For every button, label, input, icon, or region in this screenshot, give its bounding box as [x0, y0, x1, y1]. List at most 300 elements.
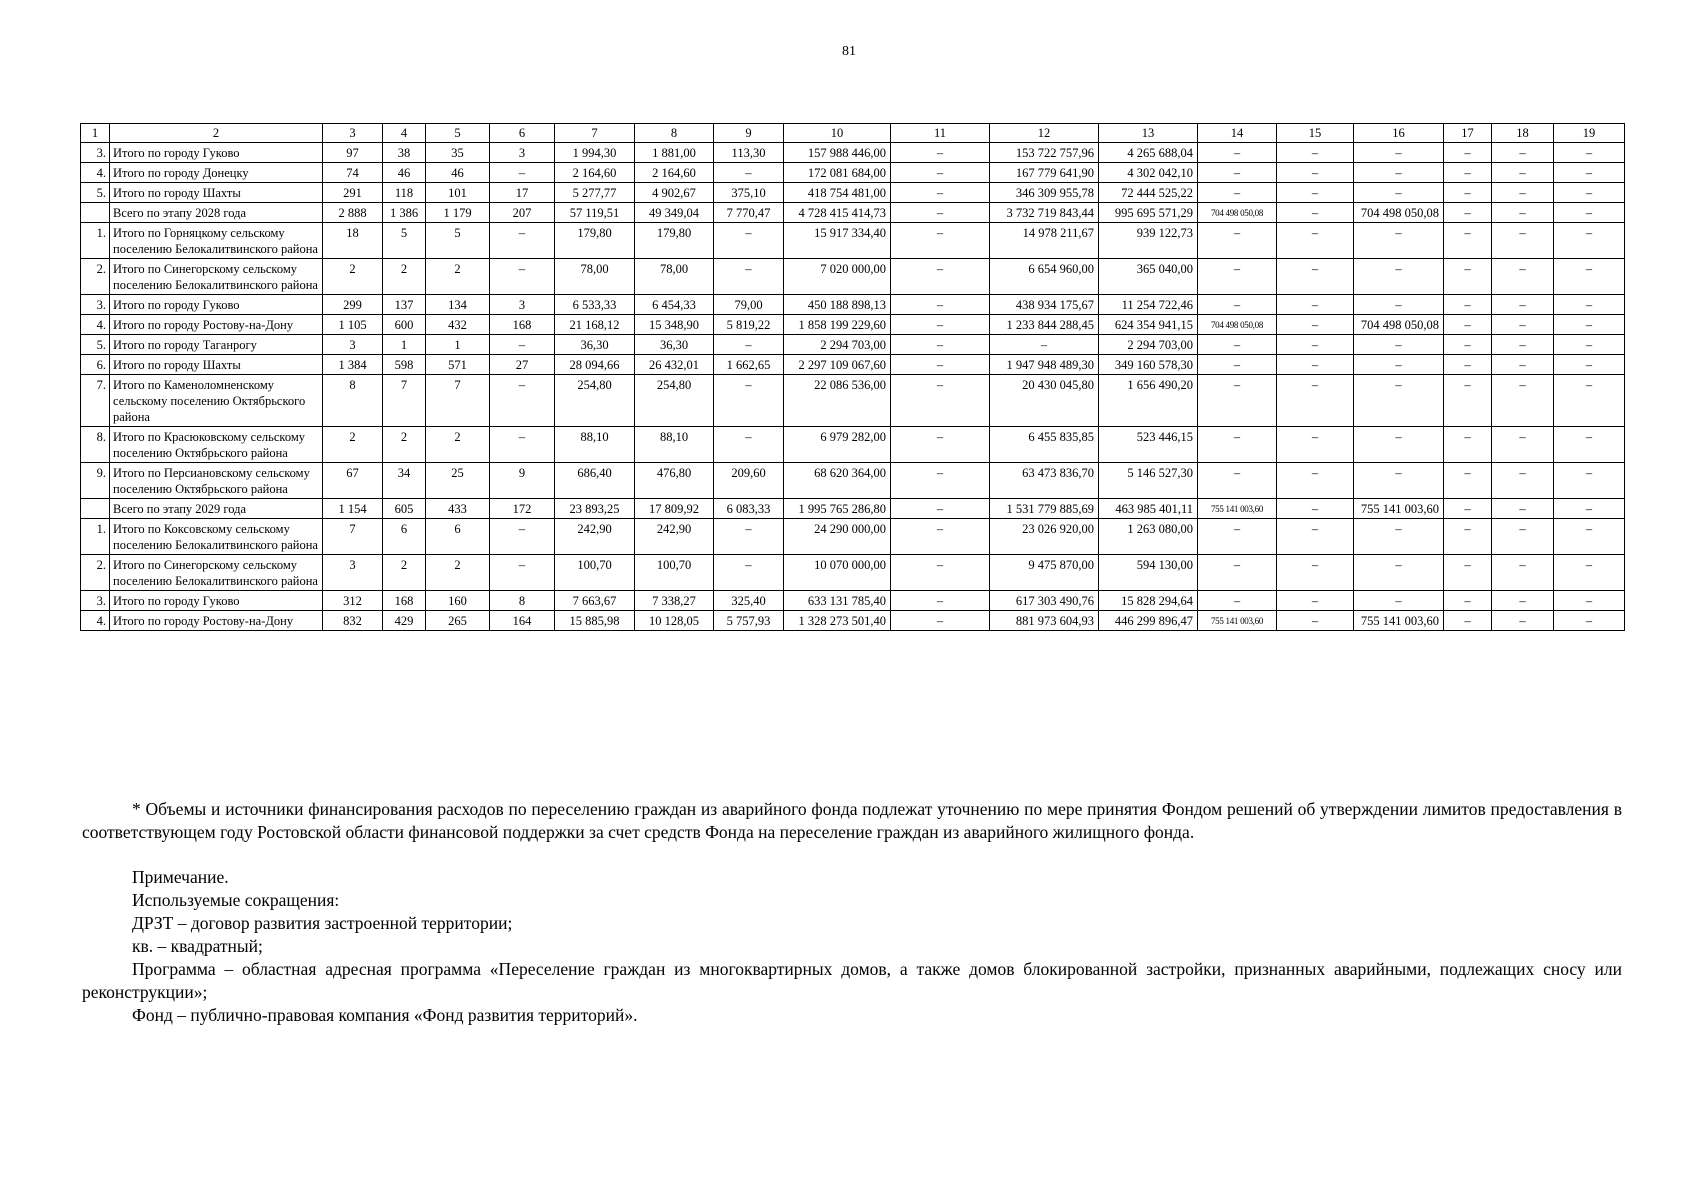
cell-c9: 5 757,93: [714, 611, 784, 631]
cell-c7: 100,70: [555, 555, 635, 591]
cell-c16: –: [1354, 259, 1444, 295]
row-name: Итого по Горняцкому сельскому поселению Белокалитвинского района: [110, 223, 323, 259]
row-number: 1.: [81, 223, 110, 259]
cell-c6: 27: [490, 355, 555, 375]
row-number: 2.: [81, 259, 110, 295]
cell-c7: 254,80: [555, 375, 635, 427]
data-table: [80, 123, 1625, 631]
cell-c3: 2 888: [323, 203, 383, 223]
cell-c14: –: [1198, 463, 1277, 499]
row-name: Всего по этапу 2029 года: [110, 499, 323, 519]
cell-c14: –: [1198, 183, 1277, 203]
cell-c4: 1 386: [383, 203, 426, 223]
cell-c9: –: [714, 427, 784, 463]
cell-c3: 97: [323, 143, 383, 163]
cell-c17: –: [1444, 499, 1492, 519]
cell-c3: 832: [323, 611, 383, 631]
cell-c7: 7 663,67: [555, 591, 635, 611]
cell-c14: –: [1198, 427, 1277, 463]
cell-c5: 1 179: [426, 203, 490, 223]
cell-c16: –: [1354, 463, 1444, 499]
cell-c12: 3 732 719 843,44: [990, 203, 1099, 223]
cell-c8: 179,80: [635, 223, 714, 259]
cell-c5: 1: [426, 335, 490, 355]
cell-c6: 207: [490, 203, 555, 223]
cell-c11: –: [891, 203, 990, 223]
cell-c9: 79,00: [714, 295, 784, 315]
column-header: 4: [383, 124, 426, 143]
cell-c3: 1 154: [323, 499, 383, 519]
cell-c12: 1 233 844 288,45: [990, 315, 1099, 335]
cell-c13: 72 444 525,22: [1099, 183, 1198, 203]
cell-c18: –: [1492, 315, 1554, 335]
row-name: Итого по Синегорскому сельскому поселению Белокалитвинского района: [110, 555, 323, 591]
note-item: кв. – квадратный;: [132, 936, 263, 956]
cell-c16: –: [1354, 163, 1444, 183]
cell-c7: 15 885,98: [555, 611, 635, 631]
cell-c7: 23 893,25: [555, 499, 635, 519]
table-row: [81, 223, 1625, 259]
cell-c7: 21 168,12: [555, 315, 635, 335]
cell-c4: 605: [383, 499, 426, 519]
cell-c10: 68 620 364,00: [784, 463, 891, 499]
note-item: Программа – областная адресная программа «Переселение граждан из многоквартирных домов, а также домов блокированной застройки, признанных аварийными, подлежащих сносу или реконструкции»;: [82, 959, 1622, 1002]
cell-c17: –: [1444, 463, 1492, 499]
cell-c11: –: [891, 519, 990, 555]
table-row: [81, 375, 1625, 427]
table-row: [81, 499, 1625, 519]
row-name: Итого по городу Таганрогу: [110, 335, 323, 355]
cell-c3: 67: [323, 463, 383, 499]
table-row: [81, 203, 1625, 223]
row-number: 4.: [81, 315, 110, 335]
cell-c16: –: [1354, 375, 1444, 427]
cell-c10: 1 328 273 501,40: [784, 611, 891, 631]
cell-c12: 1 531 779 885,69: [990, 499, 1099, 519]
cell-c5: 2: [426, 555, 490, 591]
cell-c9: 7 770,47: [714, 203, 784, 223]
cell-c4: 598: [383, 355, 426, 375]
notes-section: [82, 866, 1622, 1027]
cell-c13: 995 695 571,29: [1099, 203, 1198, 223]
cell-c7: 242,90: [555, 519, 635, 555]
cell-c10: 24 290 000,00: [784, 519, 891, 555]
cell-c5: 35: [426, 143, 490, 163]
row-name: Итого по городу Ростову-на-Дону: [110, 611, 323, 631]
cell-c14: –: [1198, 295, 1277, 315]
cell-c17: –: [1444, 591, 1492, 611]
cell-c3: 18: [323, 223, 383, 259]
cell-c6: 168: [490, 315, 555, 335]
cell-c19: –: [1554, 223, 1625, 259]
cell-c14: 755 141 003,60: [1198, 611, 1277, 631]
cell-c5: 25: [426, 463, 490, 499]
cell-c18: –: [1492, 183, 1554, 203]
cell-c12: 617 303 490,76: [990, 591, 1099, 611]
row-number: 3.: [81, 591, 110, 611]
column-header: 5: [426, 124, 490, 143]
cell-c4: 600: [383, 315, 426, 335]
cell-c17: –: [1444, 315, 1492, 335]
cell-c5: 101: [426, 183, 490, 203]
cell-c5: 2: [426, 259, 490, 295]
cell-c6: 164: [490, 611, 555, 631]
cell-c11: –: [891, 555, 990, 591]
cell-c17: –: [1444, 295, 1492, 315]
cell-c19: –: [1554, 259, 1625, 295]
row-name: Итого по городу Шахты: [110, 355, 323, 375]
cell-c8: 7 338,27: [635, 591, 714, 611]
cell-c15: –: [1277, 355, 1354, 375]
row-name: Итого по городу Гуково: [110, 591, 323, 611]
cell-c15: –: [1277, 295, 1354, 315]
cell-c15: –: [1277, 611, 1354, 631]
cell-c18: –: [1492, 223, 1554, 259]
cell-c11: –: [891, 355, 990, 375]
cell-c10: 6 979 282,00: [784, 427, 891, 463]
cell-c7: 1 994,30: [555, 143, 635, 163]
cell-c11: –: [891, 591, 990, 611]
cell-c8: 1 881,00: [635, 143, 714, 163]
cell-c13: 523 446,15: [1099, 427, 1198, 463]
program-table: [80, 123, 1624, 631]
cell-c18: –: [1492, 499, 1554, 519]
cell-c15: –: [1277, 591, 1354, 611]
table-row: [81, 463, 1625, 499]
cell-c8: 476,80: [635, 463, 714, 499]
cell-c16: –: [1354, 519, 1444, 555]
cell-c16: –: [1354, 183, 1444, 203]
row-number: 5.: [81, 183, 110, 203]
cell-c5: 2: [426, 427, 490, 463]
cell-c14: –: [1198, 143, 1277, 163]
cell-c13: 4 302 042,10: [1099, 163, 1198, 183]
note-item: Фонд – публично-правовая компания «Фонд развития территорий».: [132, 1005, 638, 1025]
cell-c12: 9 475 870,00: [990, 555, 1099, 591]
table-row: [81, 315, 1625, 335]
cell-c15: –: [1277, 335, 1354, 355]
row-number: 3.: [81, 295, 110, 315]
cell-c9: 209,60: [714, 463, 784, 499]
cell-c8: 100,70: [635, 555, 714, 591]
cell-c6: 8: [490, 591, 555, 611]
cell-c19: –: [1554, 611, 1625, 631]
cell-c8: 10 128,05: [635, 611, 714, 631]
row-name: Итого по городу Шахты: [110, 183, 323, 203]
cell-c11: –: [891, 427, 990, 463]
cell-c16: –: [1354, 143, 1444, 163]
cell-c15: –: [1277, 203, 1354, 223]
row-name: Итого по городу Гуково: [110, 143, 323, 163]
row-number: 1.: [81, 519, 110, 555]
cell-c17: –: [1444, 335, 1492, 355]
cell-c7: 2 164,60: [555, 163, 635, 183]
cell-c17: –: [1444, 223, 1492, 259]
cell-c11: –: [891, 259, 990, 295]
cell-c5: 46: [426, 163, 490, 183]
column-header: 12: [990, 124, 1099, 143]
cell-c4: 168: [383, 591, 426, 611]
cell-c18: –: [1492, 355, 1554, 375]
cell-c19: –: [1554, 591, 1625, 611]
cell-c11: –: [891, 375, 990, 427]
table-row: [81, 335, 1625, 355]
cell-c12: 167 779 641,90: [990, 163, 1099, 183]
cell-c15: –: [1277, 163, 1354, 183]
table-row: [81, 427, 1625, 463]
cell-c13: 463 985 401,11: [1099, 499, 1198, 519]
cell-c4: 1: [383, 335, 426, 355]
cell-c17: –: [1444, 259, 1492, 295]
cell-c4: 38: [383, 143, 426, 163]
cell-c4: 429: [383, 611, 426, 631]
cell-c16: 704 498 050,08: [1354, 203, 1444, 223]
cell-c19: –: [1554, 555, 1625, 591]
row-name: Итого по Коксовскому сельскому поселению Белокалитвинского района: [110, 519, 323, 555]
cell-c12: 153 722 757,96: [990, 143, 1099, 163]
cell-c12: 346 309 955,78: [990, 183, 1099, 203]
row-name: Итого по городу Ростову-на-Дону: [110, 315, 323, 335]
cell-c11: –: [891, 335, 990, 355]
table-row: [81, 611, 1625, 631]
cell-c10: 633 131 785,40: [784, 591, 891, 611]
cell-c8: 2 164,60: [635, 163, 714, 183]
cell-c11: –: [891, 295, 990, 315]
row-number: [81, 499, 110, 519]
cell-c13: 594 130,00: [1099, 555, 1198, 591]
footnote-text: * Объемы и источники финансирования расходов по переселению граждан из аварийного фонда подлежат уточнению по мере принятия Фондом решений об утверждении лимитов предоставления в соответствующем году Ростовской области финансовой поддержки за счет средств Фонда на переселение граждан из аварийного жилищного фонда.: [82, 799, 1622, 842]
cell-c4: 2: [383, 555, 426, 591]
cell-c4: 2: [383, 259, 426, 295]
table-row: [81, 163, 1625, 183]
cell-c11: –: [891, 463, 990, 499]
cell-c14: –: [1198, 163, 1277, 183]
cell-c7: 88,10: [555, 427, 635, 463]
cell-c14: 704 498 050,08: [1198, 203, 1277, 223]
cell-c5: 160: [426, 591, 490, 611]
cell-c8: 49 349,04: [635, 203, 714, 223]
cell-c15: –: [1277, 519, 1354, 555]
cell-c17: –: [1444, 203, 1492, 223]
cell-c11: –: [891, 499, 990, 519]
cell-c19: –: [1554, 315, 1625, 335]
cell-c6: –: [490, 259, 555, 295]
cell-c7: 686,40: [555, 463, 635, 499]
cell-c8: 254,80: [635, 375, 714, 427]
cell-c19: –: [1554, 163, 1625, 183]
cell-c18: –: [1492, 591, 1554, 611]
cell-c19: –: [1554, 183, 1625, 203]
cell-c18: –: [1492, 203, 1554, 223]
cell-c13: 2 294 703,00: [1099, 335, 1198, 355]
cell-c10: 15 917 334,40: [784, 223, 891, 259]
cell-c18: –: [1492, 463, 1554, 499]
cell-c6: 172: [490, 499, 555, 519]
cell-c8: 36,30: [635, 335, 714, 355]
cell-c6: –: [490, 163, 555, 183]
cell-c3: 74: [323, 163, 383, 183]
cell-c5: 134: [426, 295, 490, 315]
cell-c15: –: [1277, 259, 1354, 295]
cell-c10: 157 988 446,00: [784, 143, 891, 163]
row-number: 3.: [81, 143, 110, 163]
note-item: ДРЗТ – договор развития застроенной территории;: [132, 913, 513, 933]
cell-c7: 36,30: [555, 335, 635, 355]
cell-c16: –: [1354, 295, 1444, 315]
cell-c18: –: [1492, 375, 1554, 427]
cell-c14: 704 498 050,08: [1198, 315, 1277, 335]
cell-c17: –: [1444, 427, 1492, 463]
cell-c12: 881 973 604,93: [990, 611, 1099, 631]
cell-c10: 4 728 415 414,73: [784, 203, 891, 223]
column-header: 6: [490, 124, 555, 143]
cell-c15: –: [1277, 427, 1354, 463]
cell-c10: 1 858 199 229,60: [784, 315, 891, 335]
column-header: 14: [1198, 124, 1277, 143]
cell-c16: 704 498 050,08: [1354, 315, 1444, 335]
column-header: 17: [1444, 124, 1492, 143]
cell-c10: 2 294 703,00: [784, 335, 891, 355]
cell-c15: –: [1277, 375, 1354, 427]
cell-c3: 8: [323, 375, 383, 427]
cell-c7: 78,00: [555, 259, 635, 295]
cell-c12: 1 947 948 489,30: [990, 355, 1099, 375]
cell-c19: –: [1554, 335, 1625, 355]
cell-c16: 755 141 003,60: [1354, 611, 1444, 631]
cell-c9: 1 662,65: [714, 355, 784, 375]
cell-c6: 3: [490, 143, 555, 163]
column-header: 16: [1354, 124, 1444, 143]
cell-c9: –: [714, 223, 784, 259]
cell-c11: –: [891, 163, 990, 183]
cell-c13: 939 122,73: [1099, 223, 1198, 259]
cell-c19: –: [1554, 427, 1625, 463]
cell-c16: 755 141 003,60: [1354, 499, 1444, 519]
cell-c11: –: [891, 183, 990, 203]
cell-c19: –: [1554, 143, 1625, 163]
cell-c18: –: [1492, 259, 1554, 295]
cell-c6: –: [490, 519, 555, 555]
notes-subtitle: Используемые сокращения:: [132, 890, 340, 910]
cell-c13: 365 040,00: [1099, 259, 1198, 295]
cell-c18: –: [1492, 427, 1554, 463]
cell-c10: 1 995 765 286,80: [784, 499, 891, 519]
cell-c18: –: [1492, 519, 1554, 555]
cell-c7: 179,80: [555, 223, 635, 259]
cell-c8: 78,00: [635, 259, 714, 295]
cell-c3: 291: [323, 183, 383, 203]
cell-c16: –: [1354, 555, 1444, 591]
cell-c4: 118: [383, 183, 426, 203]
cell-c3: 312: [323, 591, 383, 611]
row-number: 9.: [81, 463, 110, 499]
cell-c15: –: [1277, 315, 1354, 335]
cell-c11: –: [891, 143, 990, 163]
cell-c16: –: [1354, 591, 1444, 611]
cell-c8: 15 348,90: [635, 315, 714, 335]
cell-c5: 571: [426, 355, 490, 375]
cell-c7: 6 533,33: [555, 295, 635, 315]
cell-c6: –: [490, 375, 555, 427]
cell-c16: –: [1354, 223, 1444, 259]
cell-c13: 5 146 527,30: [1099, 463, 1198, 499]
cell-c7: 57 119,51: [555, 203, 635, 223]
cell-c14: –: [1198, 355, 1277, 375]
row-name: Итого по городу Гуково: [110, 295, 323, 315]
table-header-row: [81, 124, 1625, 143]
cell-c8: 88,10: [635, 427, 714, 463]
cell-c18: –: [1492, 555, 1554, 591]
cell-c14: –: [1198, 555, 1277, 591]
cell-c17: –: [1444, 519, 1492, 555]
column-header: 3: [323, 124, 383, 143]
cell-c4: 6: [383, 519, 426, 555]
cell-c19: –: [1554, 375, 1625, 427]
column-header: 11: [891, 124, 990, 143]
cell-c17: –: [1444, 375, 1492, 427]
cell-c12: 20 430 045,80: [990, 375, 1099, 427]
column-header: 19: [1554, 124, 1625, 143]
column-header: 1: [81, 124, 110, 143]
cell-c9: 6 083,33: [714, 499, 784, 519]
cell-c7: 5 277,77: [555, 183, 635, 203]
cell-c8: 26 432,01: [635, 355, 714, 375]
cell-c10: 2 297 109 067,60: [784, 355, 891, 375]
table-row: [81, 259, 1625, 295]
cell-c3: 1 384: [323, 355, 383, 375]
row-number: 8.: [81, 427, 110, 463]
cell-c17: –: [1444, 143, 1492, 163]
table-row: [81, 143, 1625, 163]
cell-c12: 63 473 836,70: [990, 463, 1099, 499]
row-number: 5.: [81, 335, 110, 355]
cell-c6: 3: [490, 295, 555, 315]
cell-c5: 432: [426, 315, 490, 335]
cell-c19: –: [1554, 355, 1625, 375]
column-header: 10: [784, 124, 891, 143]
cell-c3: 7: [323, 519, 383, 555]
cell-c9: –: [714, 519, 784, 555]
cell-c9: 113,30: [714, 143, 784, 163]
cell-c10: 7 020 000,00: [784, 259, 891, 295]
row-number: [81, 203, 110, 223]
cell-c19: –: [1554, 295, 1625, 315]
cell-c8: 242,90: [635, 519, 714, 555]
cell-c4: 7: [383, 375, 426, 427]
cell-c13: 624 354 941,15: [1099, 315, 1198, 335]
table-row: [81, 183, 1625, 203]
page-number: 81: [842, 44, 856, 59]
cell-c16: –: [1354, 335, 1444, 355]
cell-c19: –: [1554, 463, 1625, 499]
cell-c15: –: [1277, 223, 1354, 259]
cell-c15: –: [1277, 463, 1354, 499]
table-row: [81, 591, 1625, 611]
row-name: Итого по Персиановскому сельскому поселению Октябрьского района: [110, 463, 323, 499]
cell-c14: –: [1198, 335, 1277, 355]
cell-c7: 28 094,66: [555, 355, 635, 375]
cell-c6: –: [490, 223, 555, 259]
cell-c3: 3: [323, 555, 383, 591]
cell-c18: –: [1492, 295, 1554, 315]
cell-c10: 172 081 684,00: [784, 163, 891, 183]
table-row: [81, 355, 1625, 375]
cell-c12: 6 455 835,85: [990, 427, 1099, 463]
cell-c13: 15 828 294,64: [1099, 591, 1198, 611]
row-name: Итого по Красюковскому сельскому поселению Октябрьского района: [110, 427, 323, 463]
cell-c8: 6 454,33: [635, 295, 714, 315]
cell-c3: 299: [323, 295, 383, 315]
